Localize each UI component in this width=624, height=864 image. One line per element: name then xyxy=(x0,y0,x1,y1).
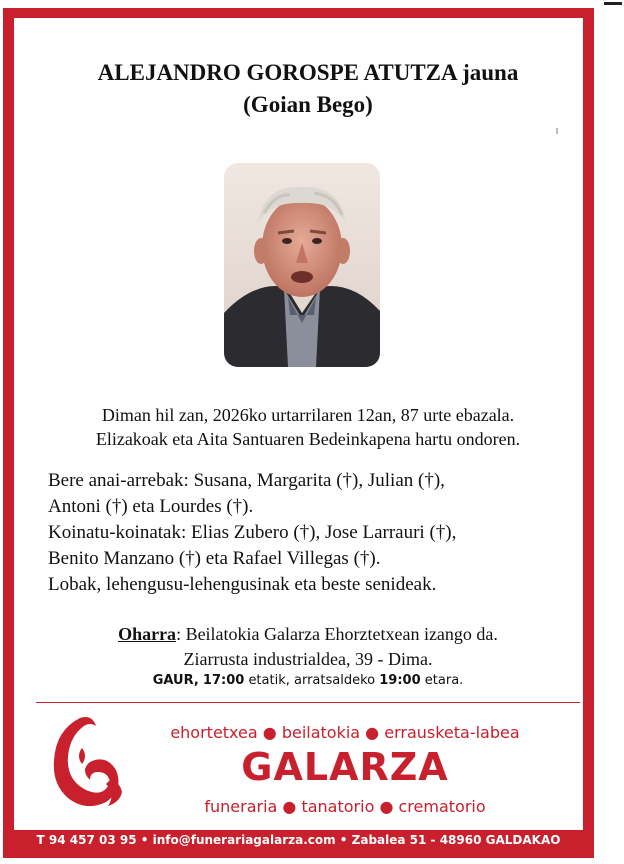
scan-speck xyxy=(556,128,558,134)
deceased-portrait-photo xyxy=(224,163,380,367)
services-spanish: funeraria ● tanatorio ● crematorio xyxy=(204,797,486,816)
wake-address: Ziarrusta industrialdea, 39 - Dima. xyxy=(183,649,433,669)
contact-footer: T 94 457 03 95 • info@funerariagalarza.com • Zabalea 51 - 48960 GALDAKAO xyxy=(36,833,561,847)
sacraments-line: Elizakoak eta Aita Santuaren Bedeinkapena hartu ondoren. xyxy=(95,429,521,449)
note-label: Oharra xyxy=(118,624,177,644)
family-line-relatives: Lobak, lehengusu-lehengusinak eta beste senideak. xyxy=(48,574,437,595)
rest-in-peace-subtitle: (Goian Bego) xyxy=(243,92,373,117)
hours-start: 17:00 xyxy=(202,673,245,688)
deceased-name: ALEJANDRO GOROSPE ATUTZA jauna xyxy=(97,60,519,85)
hours-suffix: etara. xyxy=(424,673,464,688)
note-text: : Beilatokia Galarza Ehorztetxean izango da. xyxy=(176,624,498,644)
hours-today: GAUR, xyxy=(152,673,199,688)
services-basque: ehortetxea ● beilatokia ● errausketa-labea xyxy=(170,723,520,742)
hours-middle: etatik, arratsaldeko xyxy=(248,673,376,688)
divider-line xyxy=(36,702,580,703)
death-announcement-line: Diman hil zan, 2026ko urtarrilaren 12an, 87 urte ebazala. xyxy=(101,405,515,425)
wake-note xyxy=(0,624,616,645)
wake-hours xyxy=(0,673,616,688)
portrait-illustration xyxy=(224,163,380,367)
family-line-in-laws: Koinatu-koinatak: Elias Zubero (†), Jose Larrauri (†), xyxy=(48,522,457,543)
family-line-siblings: Bere anai-arrebak: Susana, Margarita (†), Julian (†), xyxy=(48,470,445,491)
brand-name: GALARZA xyxy=(241,745,449,789)
family-line-in-laws-cont: Benito Manzano (†) eta Rafael Villegas (†). xyxy=(48,548,381,569)
scan-edge-mark xyxy=(604,2,622,5)
family-line-siblings-cont: Antoni (†) eta Lourdes (†). xyxy=(48,496,254,517)
hours-end: 19:00 xyxy=(379,673,421,688)
